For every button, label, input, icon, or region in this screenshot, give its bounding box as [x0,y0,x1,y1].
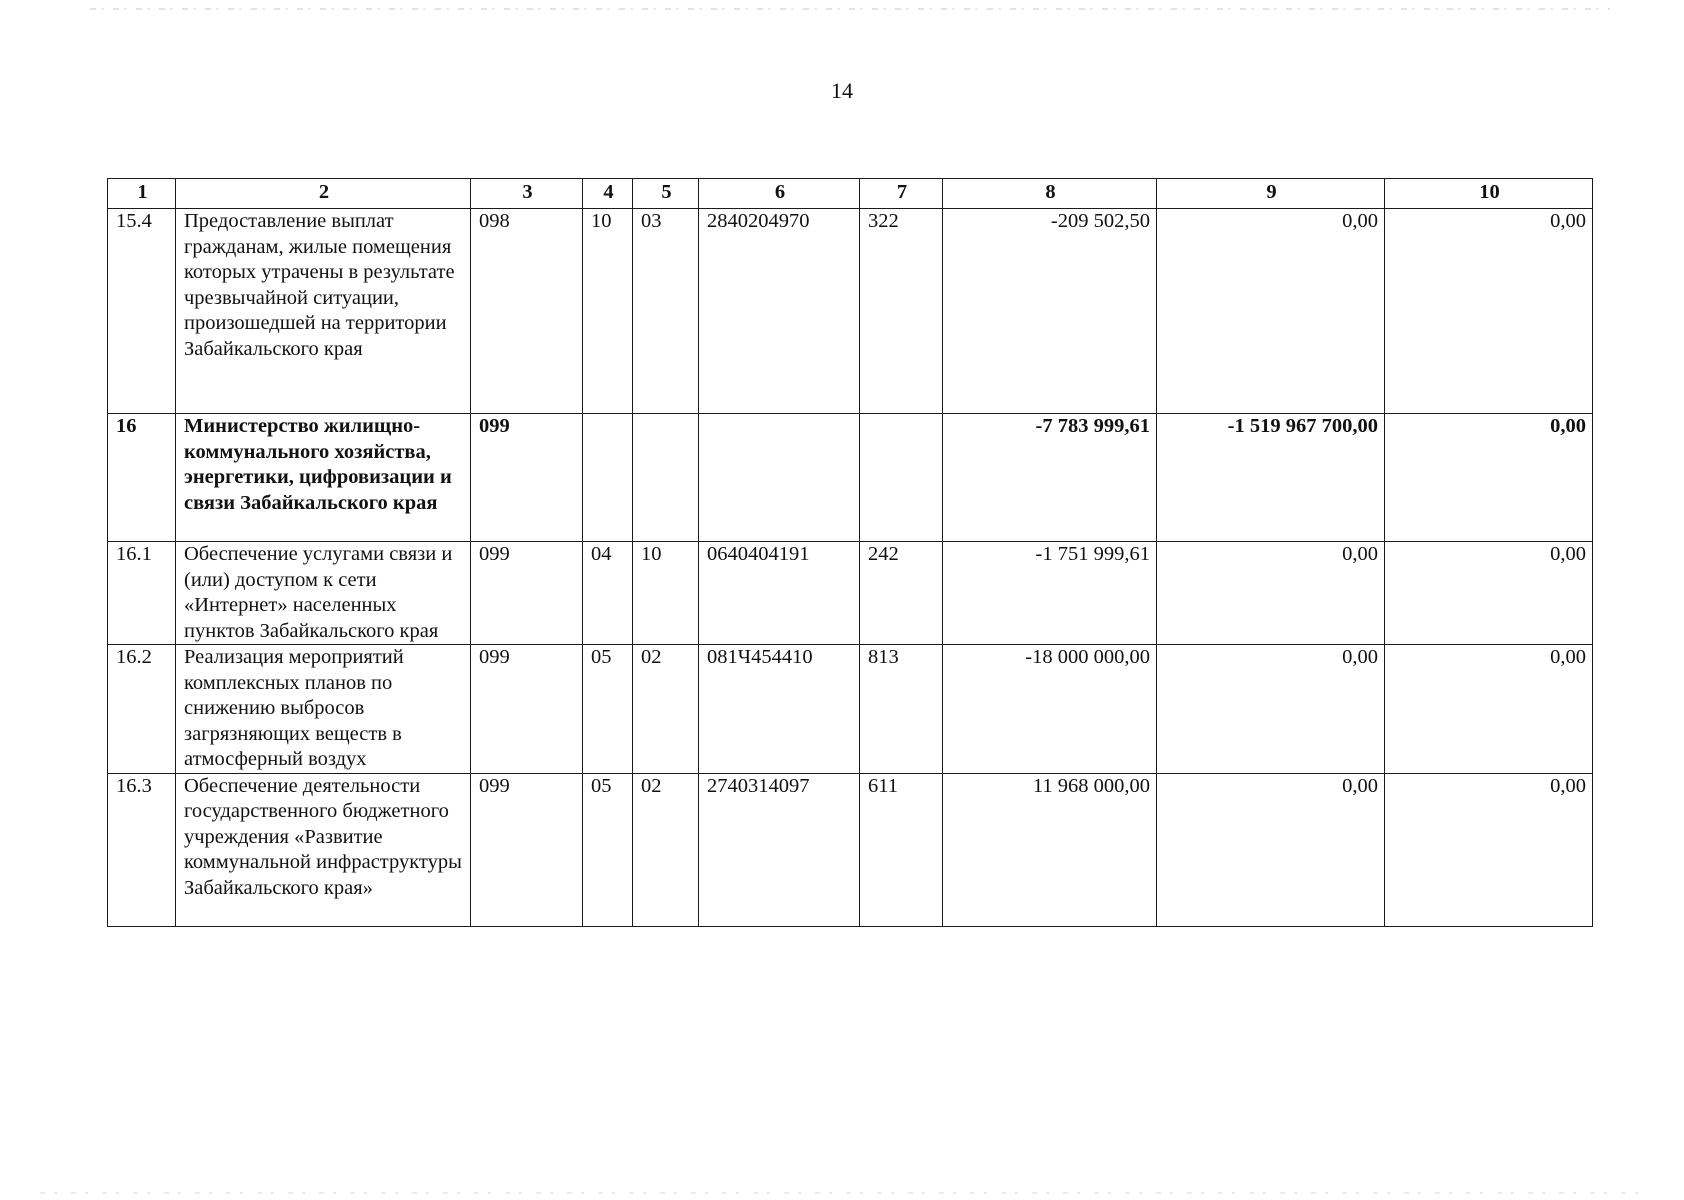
column-header-4: 4 [583,179,633,209]
row-amount-col8: -1 751 999,61 [943,542,1157,645]
row-subsection-code: 02 [633,645,699,774]
row-grbs-code: 099 [471,542,583,645]
column-header-8: 8 [943,179,1157,209]
row-amount-col9: -1 519 967 700,00 [1157,414,1385,542]
column-header-6: 6 [699,179,860,209]
row-amount-col8: -7 783 999,61 [943,414,1157,542]
row-section-code: 04 [583,542,633,645]
row-description: Предоставление выплат гражданам, жилые помещения которых утрачены в результате чрезвычайной ситуации, произошедшей на территории Забайкальского края [176,209,471,414]
row-subsection-code [633,414,699,542]
row-description: Обеспечение деятельности государственного бюджетного учреждения «Развитие коммунальной инфраструктуры Забайкальского края» [176,773,471,926]
row-target-item-code: 2840204970 [699,209,860,414]
row-number: 16 [108,414,176,542]
row-section-code: 10 [583,209,633,414]
row-grbs-code: 099 [471,773,583,926]
column-header-2: 2 [176,179,471,209]
row-expense-type-code: 611 [860,773,943,926]
row-amount-col9: 0,00 [1157,209,1385,414]
column-header-9: 9 [1157,179,1385,209]
row-description: Реализация мероприятий комплексных планов по снижению выбросов загрязняющих веществ в атмосферный воздух [176,645,471,774]
row-amount-col10: 0,00 [1385,542,1593,645]
row-number: 16.3 [108,773,176,926]
row-target-item-code [699,414,860,542]
budget-allocation-table [107,178,1593,927]
row-amount-col8: 11 968 000,00 [943,773,1157,926]
row-expense-type-code: 322 [860,209,943,414]
page-number: 14 [831,78,853,103]
row-number: 15.4 [108,209,176,414]
column-header-5: 5 [633,179,699,209]
row-amount-col10: 0,00 [1385,414,1593,542]
row-amount-col10: 0,00 [1385,209,1593,414]
column-header-1: 1 [108,179,176,209]
column-header-7: 7 [860,179,943,209]
row-number: 16.1 [108,542,176,645]
row-amount-col10: 0,00 [1385,645,1593,774]
row-target-item-code: 2740314097 [699,773,860,926]
row-grbs-code: 099 [471,645,583,774]
row-subsection-code: 10 [633,542,699,645]
row-description: Министерство жилищно-коммунального хозяйства, энергетики, цифровизации и связи Забайкальского края [176,414,471,542]
scan-artifact-top [90,8,1610,10]
column-header-10: 10 [1385,179,1593,209]
scan-artifact-bottom [40,1192,1640,1194]
row-expense-type-code [860,414,943,542]
column-header-3: 3 [471,179,583,209]
row-subsection-code: 02 [633,773,699,926]
table-row [108,645,1593,774]
row-amount-col9: 0,00 [1157,542,1385,645]
row-number: 16.2 [108,645,176,774]
header-row [108,179,1593,209]
row-grbs-code: 099 [471,414,583,542]
row-section-code: 05 [583,773,633,926]
row-amount-col8: -18 000 000,00 [943,645,1157,774]
table-row [108,542,1593,645]
row-expense-type-code: 813 [860,645,943,774]
row-amount-col9: 0,00 [1157,773,1385,926]
row-expense-type-code: 242 [860,542,943,645]
table-row [108,773,1593,926]
row-amount-col8: -209 502,50 [943,209,1157,414]
row-description: Обеспечение услугами связи и (или) доступом к сети «Интернет» населенных пунктов Забайкальского края [176,542,471,645]
row-target-item-code: 081Ч454410 [699,645,860,774]
row-section-code: 05 [583,645,633,774]
row-section-code [583,414,633,542]
row-subsection-code: 03 [633,209,699,414]
row-amount-col10: 0,00 [1385,773,1593,926]
row-target-item-code: 0640404191 [699,542,860,645]
row-amount-col9: 0,00 [1157,645,1385,774]
row-grbs-code: 098 [471,209,583,414]
table-row [108,414,1593,542]
table-row [108,209,1593,414]
